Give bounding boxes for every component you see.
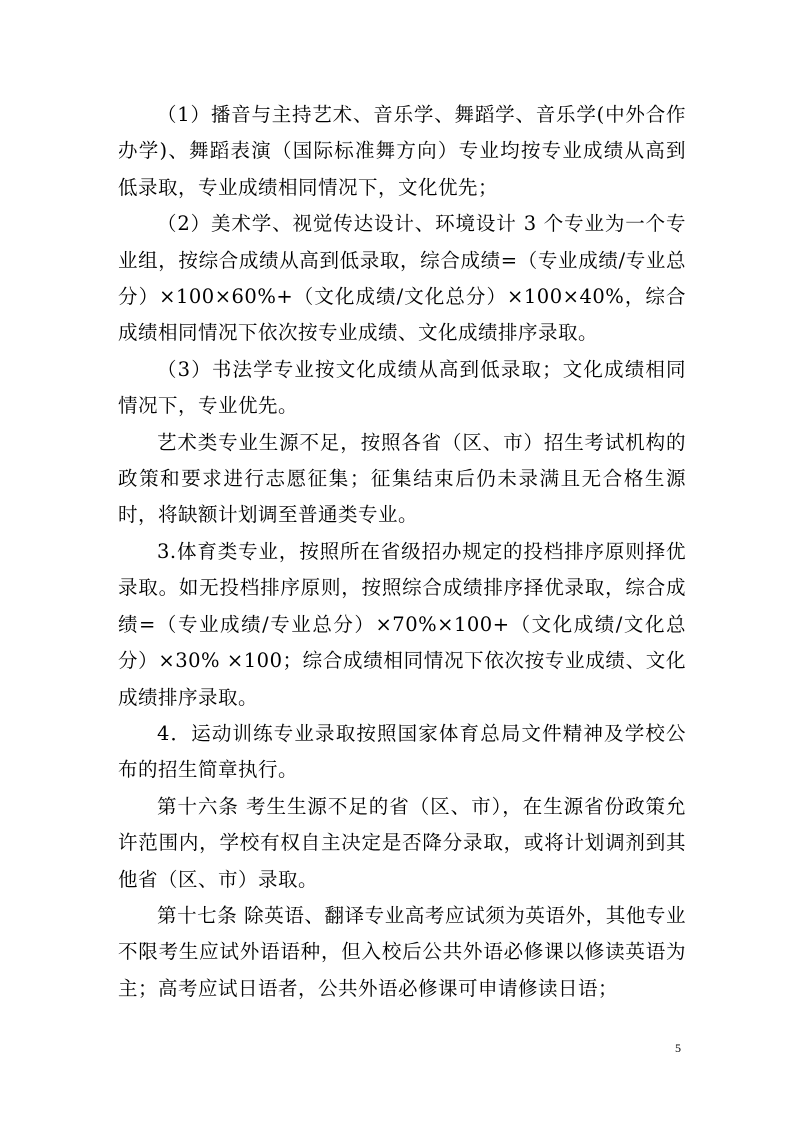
paragraph-art-major-rule-2: （2）美术学、视觉传达设计、环境设计 3 个专业为一个专业组，按综合成绩从高到低录取，综合成绩=（专业成绩/专业总分）×100×60%+（文化成绩/文化总分）×100×40%，综合成绩相同情况下依次按专业成绩、文化成绩排序录取。 (118, 212, 686, 345)
page-number: 5 (675, 1041, 681, 1055)
paragraph-article-16: 第十六条 考生生源不足的省（区、市），在生源省份政策允许范围内，学校有权自主决定是否降分录取，或将计划调剂到其他省（区、市）录取。 (118, 794, 686, 891)
paragraph-art-volunteer-collection: 艺术类专业生源不足，按照各省（区、市）招生考试机构的政策和要求进行志愿征集；征集结束后仍未录满且无合格生源时，将缺额计划调至普通类专业。 (118, 430, 686, 527)
paragraph-sports-major: 3.体育类专业，按照所在省级招办规定的投档排序原则择优录取。如无投档排序原则，按照综合成绩排序择优录取，综合成绩=（专业成绩/专业总分）×70%×100+（文化成绩/文化总分）×30% ×100；综合成绩相同情况下依次按专业成绩、文化成绩排序录取。 (118, 539, 686, 709)
paragraph-art-major-rule-3: （3）书法学专业按文化成绩从高到低录取；文化成绩相同情况下，专业优先。 (118, 357, 686, 418)
paragraph-art-major-rule-1: （1）播音与主持艺术、音乐学、舞蹈学、音乐学(中外合作办学)、舞蹈表演（国际标准舞方向）专业均按专业成绩从高到低录取，专业成绩相同情况下，文化优先； (118, 103, 686, 199)
document-body (118, 97, 686, 1007)
paragraph-sports-training: 4．运动训练专业录取按照国家体育总局文件精神及学校公布的招生简章执行。 (118, 721, 686, 782)
paragraph-article-17: 第十七条 除英语、翻译专业高考应试须为英语外，其他专业不限考生应试外语语种，但入校后公共外语必修课以修读英语为主；高考应试日语者，公共外语必修课可申请修读日语； (118, 903, 686, 1000)
